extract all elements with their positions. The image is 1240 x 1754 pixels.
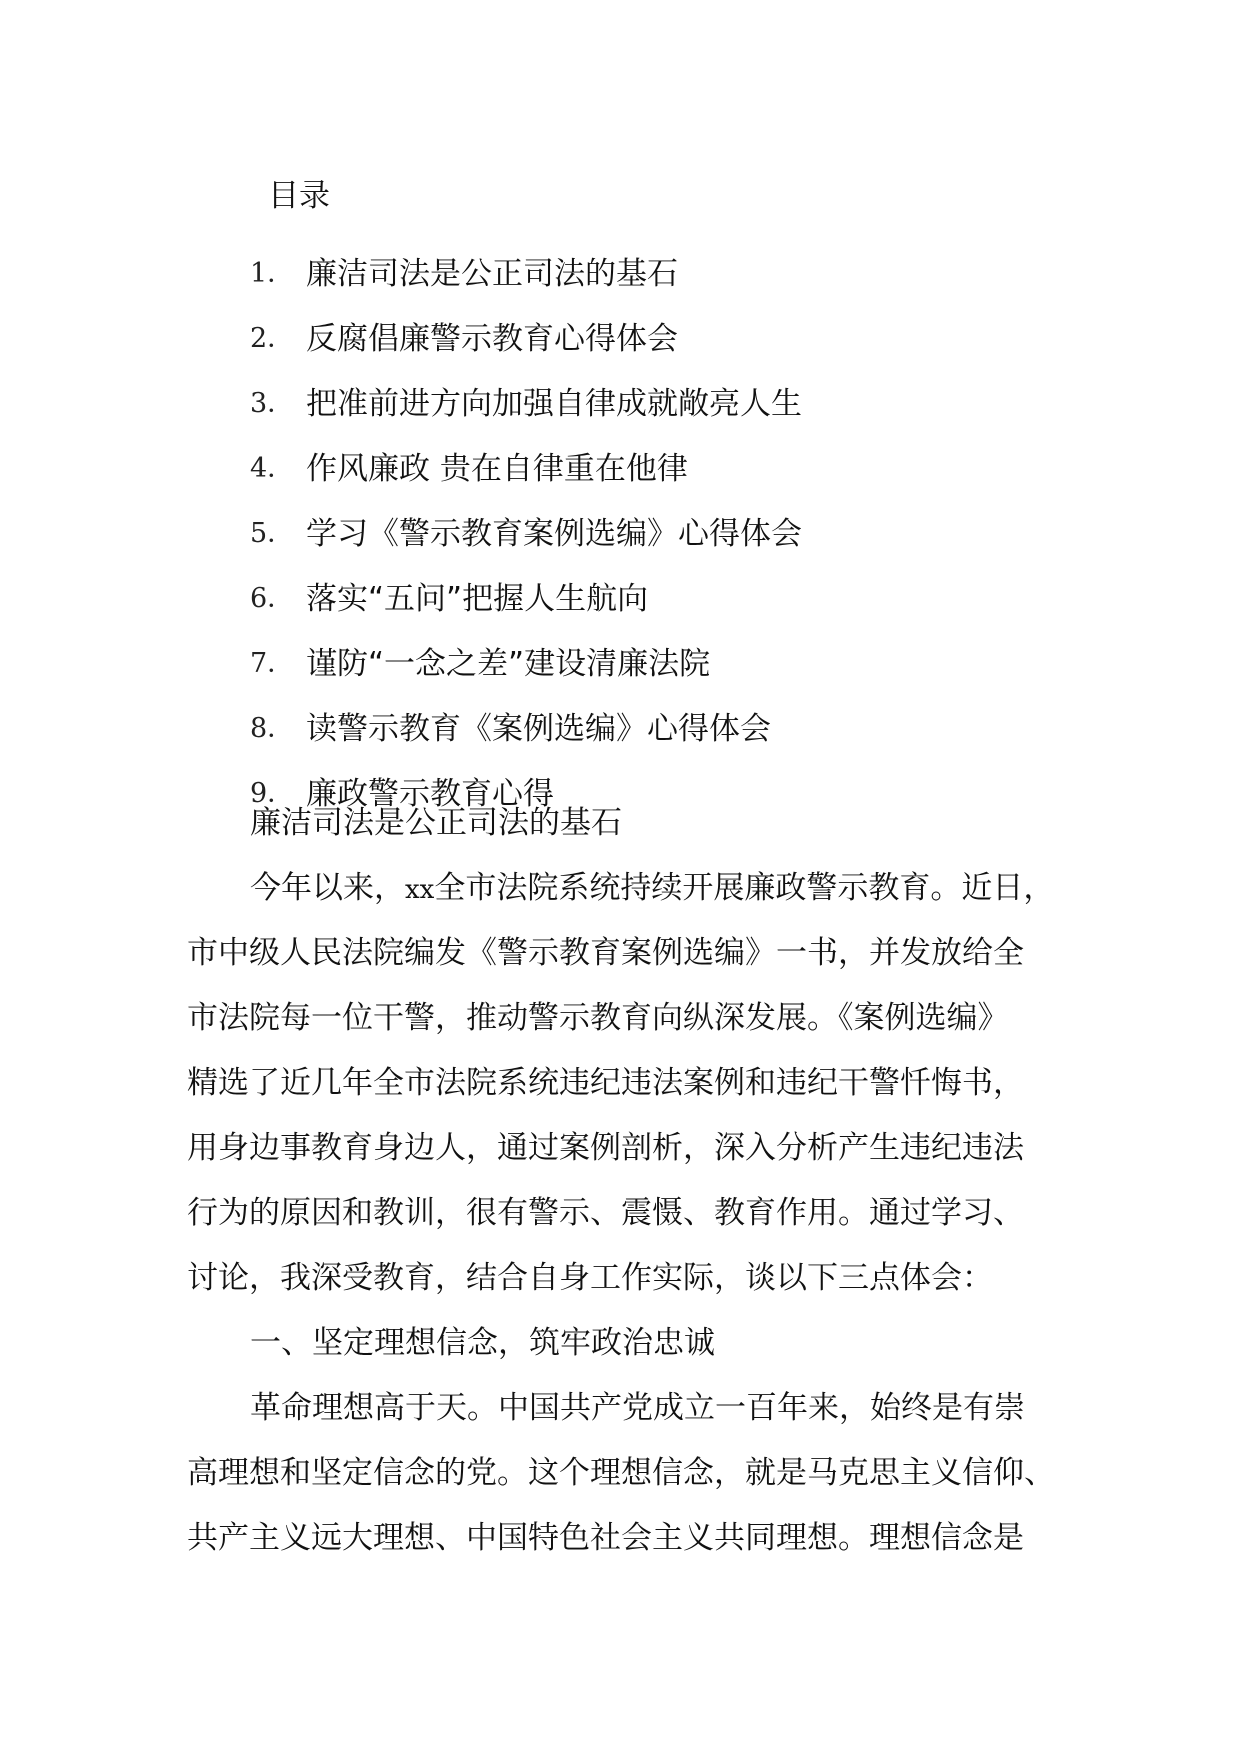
paragraph-line	[187, 856, 1077, 921]
paragraph-line: 共产主义远大理想、中国特色社会主义共同理想。理想信念是	[187, 1520, 1024, 1556]
toc-item-text: 廉洁司法是公正司法的基石	[306, 256, 678, 292]
toc-item-text: 把准前进方向加强自律成就敞亮人生	[306, 386, 802, 422]
paragraph-line: 市法院每一位干警，推动警示教育向纵深发展。《案例选编》	[187, 1000, 1009, 1036]
toc-item	[250, 498, 802, 563]
paragraph-line: 讨论，我深受教育，结合自身工作实际，谈以下三点体会：	[187, 1260, 993, 1296]
section-heading: 一、坚定理想信念，筑牢政治忠诚	[250, 1325, 715, 1361]
toc-item	[250, 303, 802, 368]
toc-item-number: 2．	[250, 323, 295, 354]
toc-item-number: 7．	[250, 648, 295, 679]
toc-item	[250, 563, 802, 628]
paragraph-text: 全市法院系统持续开展廉政警示教育。近日，	[434, 870, 1055, 906]
toc-item-number: 9．	[250, 778, 295, 809]
article-body	[187, 791, 1077, 1571]
placeholder-xx: xx	[405, 875, 435, 905]
toc-item-number: 1．	[250, 258, 295, 289]
toc-item-text: 反腐倡廉警示教育心得体会	[306, 321, 678, 357]
paragraph-line: 革命理想高于天。中国共产党成立一百年来，始终是有崇	[250, 1390, 1025, 1426]
paragraph-line: 高理想和坚定信念的党。这个理想信念，就是马克思主义信仰、	[187, 1455, 1055, 1491]
article-title: 廉洁司法是公正司法的基石	[250, 805, 622, 841]
toc-item-text: 学习《警示教育案例选编》心得体会	[306, 516, 802, 552]
toc-item-number: 3．	[250, 388, 295, 419]
toc-item	[250, 628, 802, 693]
toc-item-text: 作风廉政 贵在自律重在他律	[306, 451, 688, 487]
toc-item-text: 廉政警示教育心得	[306, 776, 554, 812]
toc-item	[250, 368, 802, 433]
toc-title: 目录	[268, 178, 330, 214]
toc-item-text: 落实“五问”把握人生航向	[306, 581, 649, 617]
toc-item	[250, 433, 802, 498]
paragraph-line: 行为的原因和教训，很有警示、震慑、教育作用。通过学习、	[187, 1195, 1024, 1231]
paragraph-line: 用身边事教育身边人，通过案例剖析，深入分析产生违纪违法	[187, 1130, 1024, 1166]
paragraph-line: 市中级人民法院编发《警示教育案例选编》一书，并发放给全	[187, 935, 1024, 971]
toc-list	[250, 238, 802, 823]
toc-item-text: 谨防“一念之差”建设清廉法院	[306, 646, 711, 682]
toc-item	[250, 693, 802, 758]
toc-item-number: 4．	[250, 453, 295, 484]
toc-item-number: 6．	[250, 583, 295, 614]
toc-item-number: 8．	[250, 713, 295, 744]
paragraph-text: 今年以来，	[250, 870, 405, 906]
paragraph-line: 精选了近几年全市法院系统违纪违法案例和违纪干警忏悔书，	[187, 1065, 1024, 1101]
toc-item-number: 5．	[250, 518, 295, 549]
toc-item	[250, 238, 802, 303]
toc-item-text: 读警示教育《案例选编》心得体会	[306, 711, 771, 747]
